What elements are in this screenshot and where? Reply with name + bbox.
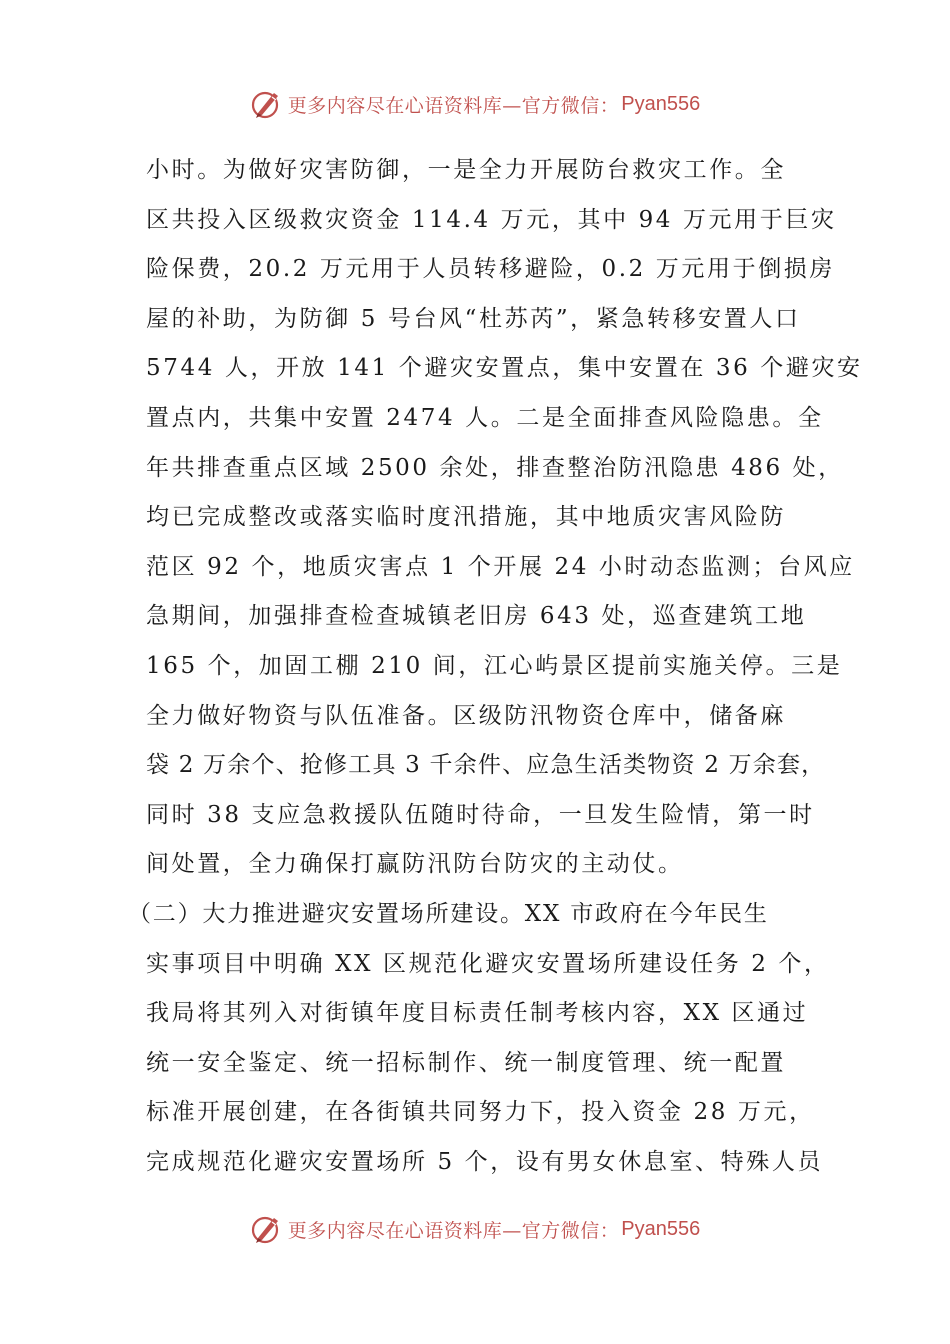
header-banner [0, 82, 950, 126]
text-line: 5744 人，开放 141 个避灾安置点，集中安置在 36 个避灾安 [146, 355, 863, 382]
text-line: 险保费，20.2 万元用于人员转移避险，0.2 万元用于倒损房 [146, 256, 836, 283]
text-line: 同时 38 支应急救援队伍随时待命，一旦发生险情，第一时 [146, 801, 815, 828]
text-line: 实事项目中明确 XX 区规范化避灾安置场所建设任务 2 个， [146, 950, 830, 977]
text-line: 屋的补助，为防御 5 号台风“杜苏芮”，紧急转移安置人口 [146, 305, 801, 332]
text-line: 年共排查重点区域 2500 余处，排查整治防汛隐患 486 处， [146, 454, 844, 481]
banner-official-label: —官方微信： [502, 1219, 620, 1242]
document-body [128, 146, 863, 1187]
text-line: 我局将其列入对街镇年度目标责任制考核内容，XX 区通过 [146, 1000, 809, 1027]
text-line: 均已完成整改或落实临时度汛措施，其中地质灾害风险防 [146, 504, 786, 531]
footer-banner [0, 1207, 950, 1251]
pen-logo-icon [250, 87, 284, 121]
text-line: 置点内，共集中安置 2474 人。二是全面排查风险隐患。全 [146, 404, 824, 431]
banner-brand-text: 更多内容尽在心语资料库 [287, 1219, 503, 1242]
text-line: 区共投入区级救灾资金 114.4 万元，其中 94 万元用于巨灾 [146, 206, 837, 233]
text-line: 完成规范化避灾安置场所 5 个，设有男女休息室、特殊人员 [146, 1148, 824, 1175]
text-line: 165 个，加固工棚 210 间，江心屿景区提前实施关停。三是 [146, 652, 843, 679]
text-line: 范区 92 个，地质灾害点 1 个开展 24 小时动态监测；台风应 [146, 553, 855, 580]
banner-brand-text: 更多内容尽在心语资料库 [287, 94, 503, 117]
banner-official-label: —官方微信： [502, 94, 620, 117]
text-line: 袋 2 万余个、抢修工具 3 千余件、应急生活类物资 2 万余套， [146, 752, 826, 779]
text-line: 全力做好物资与队伍准备。区级防汛物资仓库中，储备麻 [146, 702, 786, 729]
text-line: 急期间，加强排查检查城镇老旧房 643 处，巡查建筑工地 [146, 603, 807, 630]
banner-wechat-id: Pyan556 [621, 92, 701, 115]
text-line: 统一安全鉴定、统一招标制作、统一制度管理、统一配置 [146, 1049, 786, 1076]
pen-logo-icon [250, 1212, 284, 1246]
section-heading-line: （二）大力推进避灾安置场所建设。XX 市政府在今年民生 [128, 900, 769, 927]
text-line: 间处置，全力确保打赢防汛防台防灾的主动仗。 [146, 851, 684, 878]
text-line: 标准开展创建，在各街镇共同努力下，投入资金 28 万元， [146, 1099, 815, 1126]
banner-wechat-id: Pyan556 [621, 1217, 701, 1240]
text-line: 小时。为做好灾害防御，一是全力开展防台救灾工作。全 [146, 157, 786, 183]
